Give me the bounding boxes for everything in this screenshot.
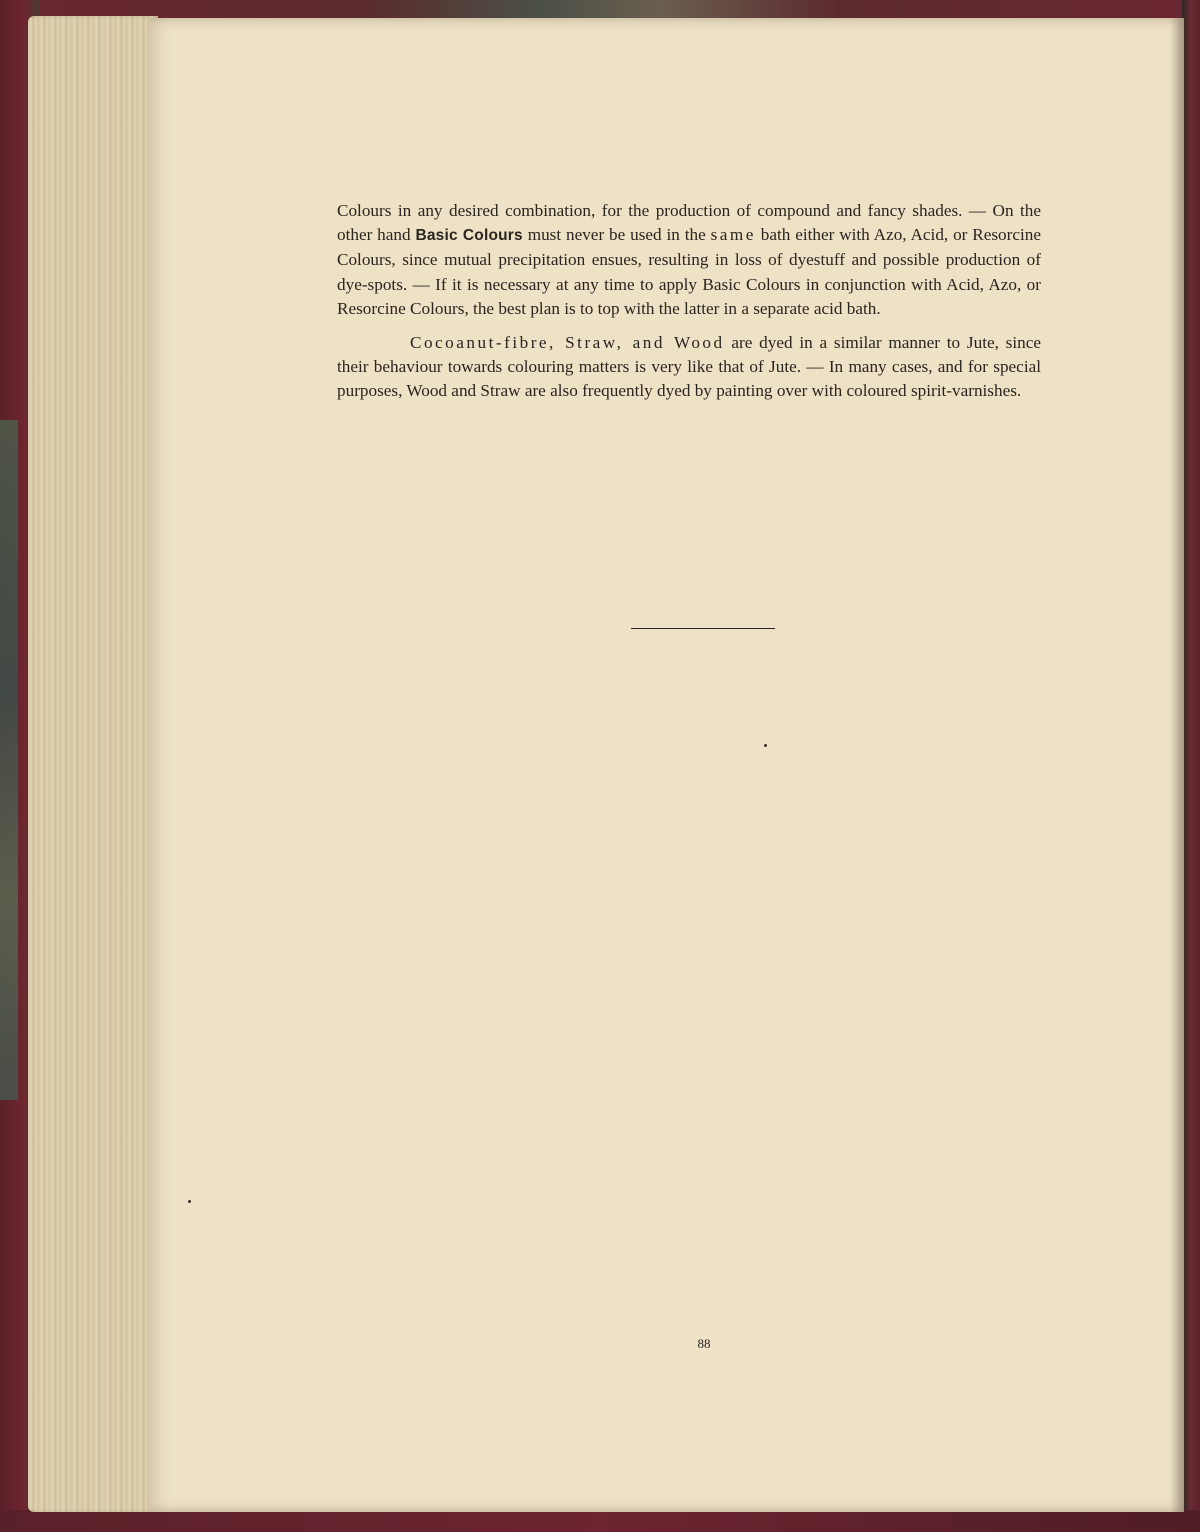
page-number: 88 [697, 1336, 711, 1351]
page-gutter-shadow [1170, 18, 1184, 1512]
text-segment-spaced: Cocoanut-fibre, Straw, and Wood [410, 333, 725, 353]
paragraph-cocoanut-fibre [337, 331, 1041, 404]
text-segment: are dyed in a similar manner to Jute, since their behaviour towards colouring matters is very like that of Jute. — In many cases, and for special purposes, Wood and Straw are also frequently dyed by painting over with coloured spirit-varnishes. [337, 333, 1041, 401]
text-segment: bath either with Azo, Acid, or Resorcine Colours, since mutual precipitation ensues, resulting in loss of dyestuff and possible production of dye-spots. — If it is necessary at any time to apply Basic Colours in conjunction with Acid, Azo, or Resorcine Colours, the best plan is to top with the latter in a separate acid bath. [337, 225, 1041, 318]
book-cover-right-edge [1182, 0, 1200, 1532]
text-segment: Colours in any desired combination, for the production of compound and fancy shades. — On the other hand [337, 201, 1041, 245]
text-segment-bold: Basic Colours [415, 227, 523, 245]
paper-speck [764, 744, 767, 747]
section-end-rule [631, 628, 775, 629]
body-text [337, 199, 1041, 404]
book-page [150, 18, 1184, 1512]
marbled-endpaper [0, 420, 18, 1100]
text-segment: must never be used in the [522, 225, 711, 245]
text-segment-spaced: same [710, 225, 756, 245]
paper-speck [188, 1200, 191, 1203]
book-cover-bottom-edge [0, 1510, 1200, 1532]
stacked-page-edges [28, 16, 158, 1512]
paragraph-basic-colours [337, 199, 1041, 321]
